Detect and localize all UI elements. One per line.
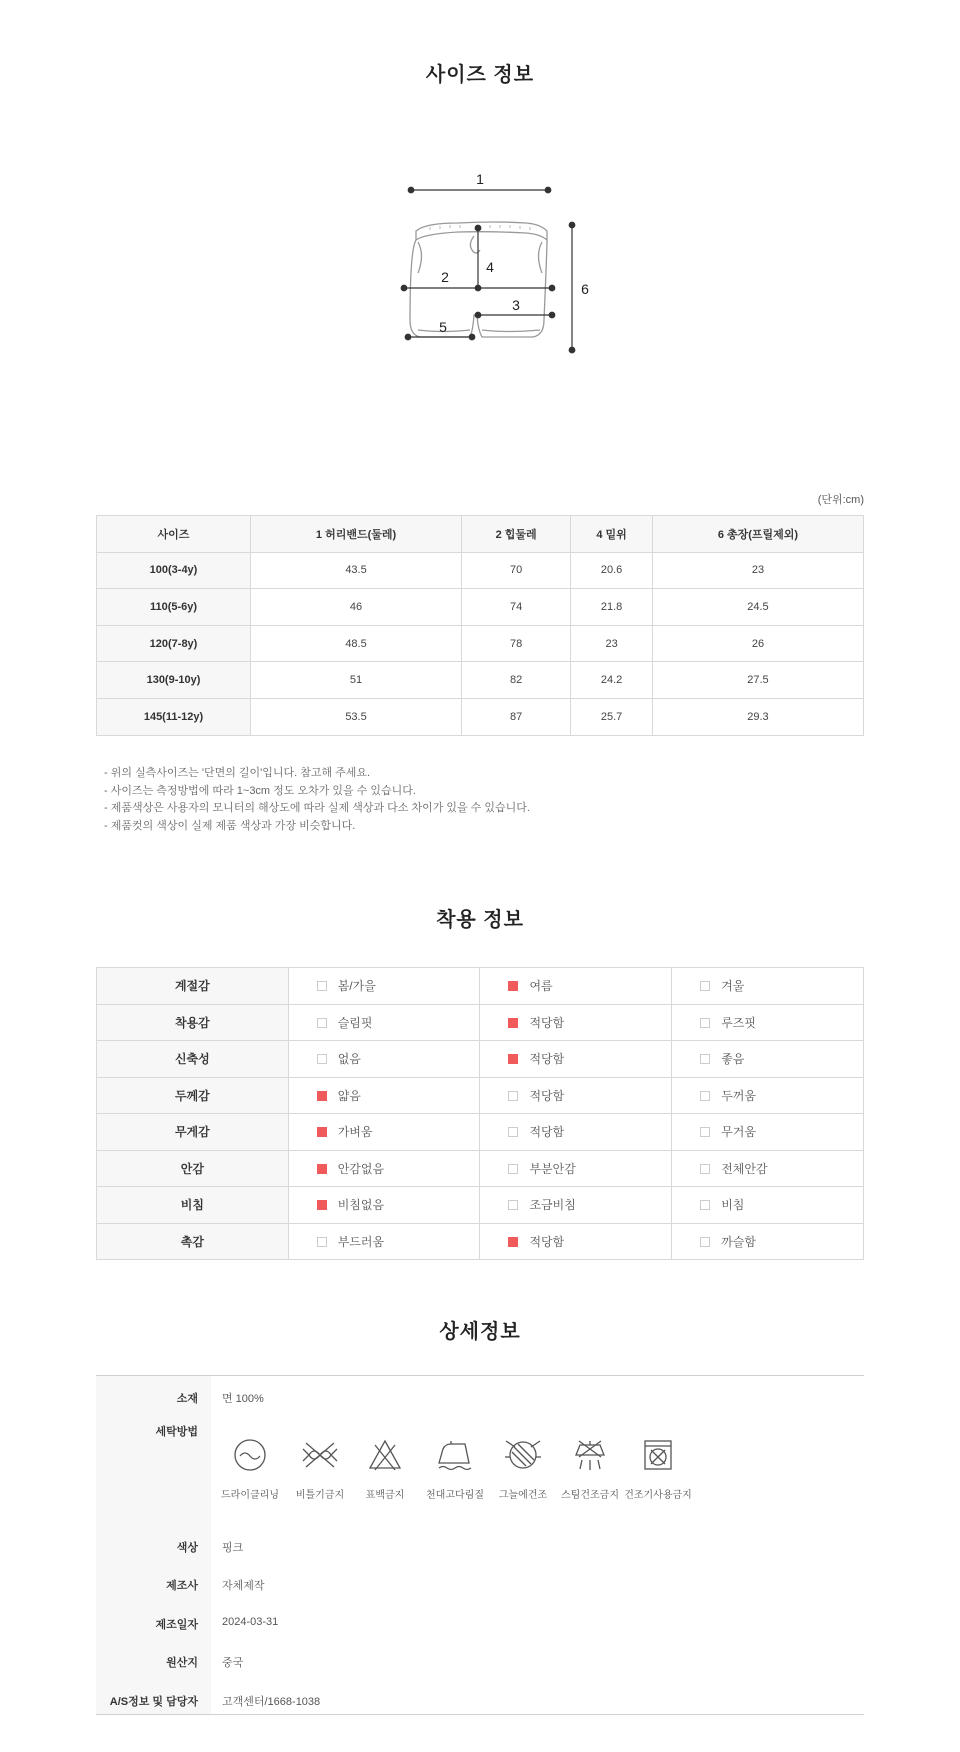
wash-item bbox=[284, 1437, 356, 1501]
fit-option-label: 비침없음 bbox=[337, 1198, 385, 1213]
diagram-label-5: 5 bbox=[439, 319, 447, 335]
fit-label: 두께감 bbox=[97, 1077, 289, 1114]
no-tumble-icon bbox=[570, 1437, 610, 1473]
size-value-cell: 27.5 bbox=[652, 662, 863, 699]
size-value-cell: 25.7 bbox=[571, 698, 653, 735]
shade-dry-icon bbox=[503, 1437, 543, 1473]
table-row bbox=[97, 698, 864, 735]
fit-option bbox=[672, 1041, 864, 1078]
wash-label: 비틀기금지 bbox=[295, 1490, 345, 1501]
fit-option bbox=[480, 1150, 672, 1187]
detail-value: 2024-03-31 bbox=[222, 1616, 279, 1628]
unchecked-box-icon bbox=[317, 1237, 327, 1247]
unchecked-box-icon bbox=[700, 1237, 710, 1247]
unchecked-box-icon bbox=[317, 981, 327, 991]
no-bleach-icon bbox=[367, 1437, 403, 1473]
fit-row bbox=[97, 1223, 864, 1260]
unchecked-box-icon bbox=[700, 1200, 710, 1210]
fit-table bbox=[96, 967, 864, 1260]
wash-icons bbox=[214, 1437, 734, 1517]
size-value-cell: 51 bbox=[251, 662, 462, 699]
cloth-iron-icon bbox=[435, 1437, 475, 1473]
fit-option-label: 조금비침 bbox=[529, 1198, 576, 1213]
wash-label: 표백금지 bbox=[365, 1490, 405, 1501]
fit-label: 계절감 bbox=[97, 968, 289, 1005]
fit-option bbox=[672, 1114, 864, 1151]
note-item: - 제품색상은 사용자의 모니터의 해상도에 따라 실제 색상과 다소 차이가 있을 수 있습니다. bbox=[104, 802, 530, 814]
no-wring-icon bbox=[300, 1437, 340, 1473]
fit-option bbox=[672, 1004, 864, 1041]
detail-value: 고객센터/1668-1038 bbox=[222, 1696, 321, 1708]
fit-label: 비침 bbox=[97, 1187, 289, 1224]
wash-label: 스팀건조금지 bbox=[561, 1490, 619, 1501]
checked-box-icon bbox=[508, 981, 518, 991]
checked-box-icon bbox=[508, 1054, 518, 1064]
size-value-cell: 48.5 bbox=[251, 625, 462, 662]
checked-box-icon bbox=[317, 1091, 327, 1101]
fit-row bbox=[97, 968, 864, 1005]
fit-option bbox=[480, 1004, 672, 1041]
unchecked-box-icon bbox=[317, 1018, 327, 1028]
fit-option bbox=[288, 1077, 480, 1114]
wash-item bbox=[487, 1437, 559, 1501]
size-label-cell: 100(3-4y) bbox=[97, 552, 251, 589]
fit-option-label: 가벼움 bbox=[337, 1125, 373, 1140]
detail-label: 세탁방법 bbox=[155, 1426, 198, 1438]
diagram-label-6: 6 bbox=[581, 281, 589, 297]
fit-option-label: 까슬함 bbox=[721, 1234, 756, 1249]
fit-option bbox=[672, 1223, 864, 1260]
note-item: - 사이즈는 측정방법에 따라 1~3cm 정도 오차가 있을 수 있습니다. bbox=[104, 784, 416, 797]
detail-label: 원산지 bbox=[166, 1657, 198, 1669]
fit-row bbox=[97, 1150, 864, 1187]
detail-value: 면 100% bbox=[222, 1393, 264, 1405]
fit-option bbox=[288, 1114, 480, 1151]
fit-label: 촉감 bbox=[97, 1223, 289, 1260]
fit-option bbox=[480, 1041, 672, 1078]
unchecked-box-icon bbox=[700, 981, 710, 991]
size-value-cell: 21.8 bbox=[571, 589, 653, 626]
diagram-label-1: 1 bbox=[476, 171, 484, 187]
detail-label: 소재 bbox=[176, 1393, 198, 1405]
wash-label: 건조기사용금지 bbox=[624, 1490, 692, 1501]
diagram-label-4: 4 bbox=[486, 259, 494, 275]
checked-box-icon bbox=[508, 1237, 518, 1247]
size-label-cell: 120(7-8y) bbox=[97, 625, 251, 662]
checked-box-icon bbox=[317, 1200, 327, 1210]
fit-option-label: 안감없음 bbox=[337, 1161, 385, 1176]
fit-option-label: 봄/가을 bbox=[337, 979, 376, 994]
size-header-cell: 사이즈 bbox=[97, 516, 251, 553]
table-row bbox=[97, 589, 864, 626]
fit-label: 착용감 bbox=[97, 1004, 289, 1041]
unchecked-box-icon bbox=[700, 1054, 710, 1064]
no-dryer-icon bbox=[640, 1437, 676, 1473]
detail-value: 자체제작 bbox=[222, 1580, 265, 1592]
fit-option bbox=[480, 1077, 672, 1114]
size-value-cell: 53.5 bbox=[251, 698, 462, 735]
fit-option bbox=[288, 1150, 480, 1187]
fit-option-label: 두꺼움 bbox=[721, 1088, 756, 1103]
checked-box-icon bbox=[317, 1127, 327, 1137]
fit-info-title: 착용 정보 bbox=[436, 909, 524, 931]
wash-item bbox=[214, 1437, 286, 1501]
fit-option bbox=[672, 1077, 864, 1114]
detail-value: 핑크 bbox=[222, 1542, 244, 1554]
wash-item bbox=[622, 1437, 694, 1501]
fit-option-label: 무거움 bbox=[721, 1125, 756, 1140]
size-value-cell: 26 bbox=[652, 625, 863, 662]
fit-option bbox=[288, 1187, 480, 1224]
unchecked-box-icon bbox=[700, 1164, 710, 1174]
size-header-cell: 2 힙둘레 bbox=[462, 516, 571, 553]
size-value-cell: 24.2 bbox=[571, 662, 653, 699]
diagram-label-2: 2 bbox=[441, 269, 449, 285]
unchecked-box-icon bbox=[508, 1164, 518, 1174]
wash-label: 그늘에건조 bbox=[498, 1490, 548, 1501]
detail-label: 색상 bbox=[176, 1542, 198, 1554]
size-label-cell: 130(9-10y) bbox=[97, 662, 251, 699]
wash-item bbox=[554, 1437, 626, 1501]
fit-option-label: 적당함 bbox=[529, 1125, 565, 1140]
detail-label: 제조사 bbox=[166, 1580, 198, 1592]
fit-option-label: 적당함 bbox=[529, 1052, 565, 1067]
unchecked-box-icon bbox=[700, 1018, 710, 1028]
fit-option-label: 비침 bbox=[721, 1198, 745, 1213]
size-value-cell: 70 bbox=[462, 552, 571, 589]
fit-option bbox=[480, 1223, 672, 1260]
size-value-cell: 46 bbox=[251, 589, 462, 626]
size-value-cell: 78 bbox=[462, 625, 571, 662]
fit-option bbox=[672, 1187, 864, 1224]
fit-option bbox=[480, 968, 672, 1005]
fit-option bbox=[672, 968, 864, 1005]
fit-option-label: 전체안감 bbox=[721, 1161, 768, 1176]
size-value-cell: 87 bbox=[462, 698, 571, 735]
detail-label: A/S정보 및 담당자 bbox=[109, 1696, 198, 1708]
fit-option-label: 부분안감 bbox=[529, 1161, 576, 1176]
detail-value: 중국 bbox=[222, 1657, 244, 1669]
fit-option-label: 좋음 bbox=[721, 1052, 745, 1067]
fit-label: 신축성 bbox=[97, 1041, 289, 1078]
fit-option bbox=[672, 1150, 864, 1187]
size-header-cell: 4 밑위 bbox=[571, 516, 653, 553]
unchecked-box-icon bbox=[508, 1200, 518, 1210]
size-label-cell: 110(5-6y) bbox=[97, 589, 251, 626]
fit-option-label: 적당함 bbox=[529, 1015, 565, 1030]
size-info-title: 사이즈 정보 bbox=[425, 64, 535, 86]
fit-row bbox=[97, 1041, 864, 1078]
size-value-cell: 23 bbox=[652, 552, 863, 589]
size-label-cell: 145(11-12y) bbox=[97, 698, 251, 735]
size-value-cell: 20.6 bbox=[571, 552, 653, 589]
fit-option-label: 부드러움 bbox=[337, 1234, 385, 1249]
size-value-cell: 82 bbox=[462, 662, 571, 699]
fit-option-label: 적당함 bbox=[529, 1234, 565, 1249]
unchecked-box-icon bbox=[317, 1054, 327, 1064]
fit-option bbox=[288, 1004, 480, 1041]
size-table bbox=[96, 515, 864, 736]
fit-row bbox=[97, 1004, 864, 1041]
fit-option bbox=[288, 1223, 480, 1260]
fit-option-label: 없음 bbox=[337, 1052, 361, 1067]
detail-info-table bbox=[96, 1375, 864, 1715]
fit-option-label: 겨울 bbox=[721, 979, 745, 994]
size-header-cell: 6 총장(프릴제외) bbox=[652, 516, 863, 553]
fit-row bbox=[97, 1187, 864, 1224]
table-row bbox=[97, 625, 864, 662]
size-value-cell: 24.5 bbox=[652, 589, 863, 626]
fit-option-label: 슬림핏 bbox=[337, 1015, 373, 1030]
wash-label: 드라이클리닝 bbox=[221, 1490, 279, 1501]
wash-label: 천대고다림질 bbox=[426, 1490, 484, 1501]
size-notes bbox=[104, 765, 530, 835]
checked-box-icon bbox=[508, 1018, 518, 1028]
size-value-cell: 74 bbox=[462, 589, 571, 626]
wash-item bbox=[419, 1437, 491, 1501]
size-value-cell: 29.3 bbox=[652, 698, 863, 735]
note-item: - 제품컷의 색상이 실제 제품 색상과 가장 비슷합니다. bbox=[104, 819, 356, 832]
table-row bbox=[97, 662, 864, 699]
fit-option-label: 루즈핏 bbox=[721, 1015, 756, 1030]
unchecked-box-icon bbox=[700, 1091, 710, 1101]
fit-row bbox=[97, 1114, 864, 1151]
fit-row bbox=[97, 1077, 864, 1114]
size-value-cell: 43.5 bbox=[251, 552, 462, 589]
shorts-measurement-diagram bbox=[390, 170, 590, 370]
fit-label: 안감 bbox=[97, 1150, 289, 1187]
note-item: - 위의 실측사이즈는 '단면의 길이'입니다. 참고해 주세요. bbox=[104, 767, 371, 779]
detail-label: 제조일자 bbox=[155, 1619, 198, 1631]
table-row bbox=[97, 552, 864, 589]
size-table-body bbox=[97, 552, 864, 735]
fit-option-label: 얇음 bbox=[337, 1088, 361, 1103]
diagram-label-3: 3 bbox=[512, 297, 520, 313]
fit-option bbox=[480, 1114, 672, 1151]
unchecked-box-icon bbox=[508, 1127, 518, 1137]
fit-option-label: 여름 bbox=[529, 979, 553, 994]
checked-box-icon bbox=[317, 1164, 327, 1174]
dry-cleaning-icon bbox=[232, 1437, 268, 1473]
fit-option bbox=[288, 968, 480, 1005]
detail-info-title: 상세정보 bbox=[439, 1321, 521, 1343]
fit-option bbox=[480, 1187, 672, 1224]
unit-label: (단위:cm) bbox=[817, 494, 864, 506]
fit-option-label: 적당함 bbox=[529, 1088, 565, 1103]
size-value-cell: 23 bbox=[571, 625, 653, 662]
unchecked-box-icon bbox=[508, 1091, 518, 1101]
size-table-header bbox=[97, 516, 864, 553]
size-header-cell: 1 허리밴드(둘레) bbox=[251, 516, 462, 553]
fit-option bbox=[288, 1041, 480, 1078]
unchecked-box-icon bbox=[700, 1127, 710, 1137]
wash-item bbox=[349, 1437, 421, 1501]
fit-label: 무게감 bbox=[97, 1114, 289, 1151]
